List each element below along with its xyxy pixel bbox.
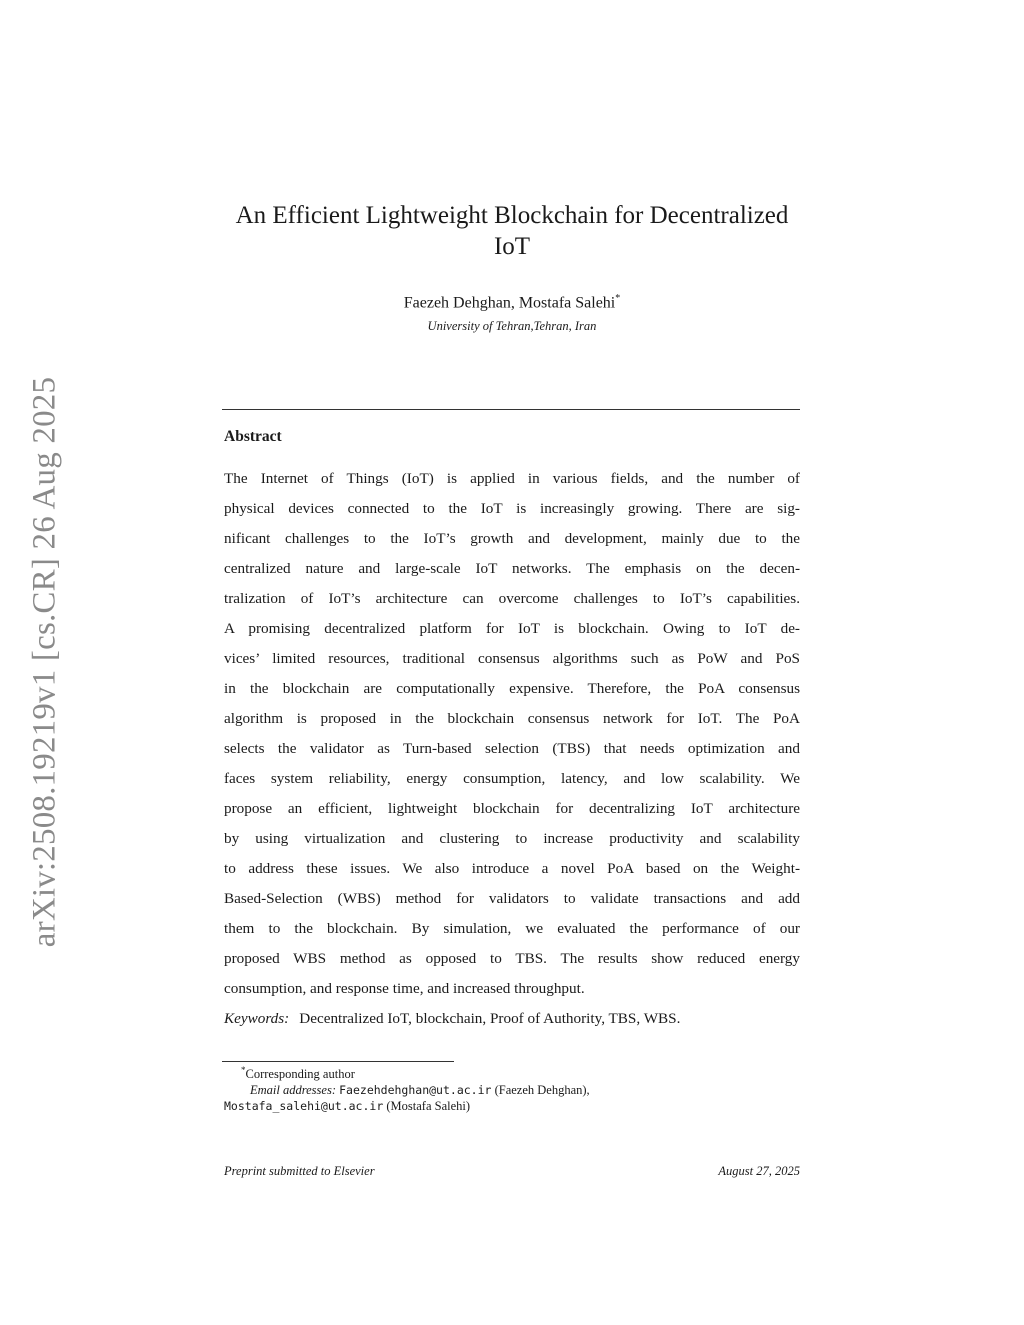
footnote-mark: * [241,1064,246,1075]
abstract-line: them to the blockchain. By simulation, we evaluated the performance of our [224,920,800,937]
abstract-line: The Internet of Things (IoT) is applied in various fields, and the number of [224,470,800,487]
abstract-line: Based-Selection (WBS) method for validators to validate transactions and add [224,890,800,907]
paper-title [222,200,802,262]
preprint-date: August 27, 2025 [718,1164,800,1178]
abstract-line: vices’ limited resources, traditional consensus algorithms such as PoW and PoS [224,650,800,667]
abstract-line: nificant challenges to the IoT’s growth and development, mainly due to the [224,530,800,547]
footnote-email-line-2 [224,1098,804,1114]
author-affiliation: University of Tehran,Tehran, Iran [427,319,597,333]
abstract-line: consumption, and response time, and increased throughput. [224,980,585,997]
abstract-line: propose an efficient, lightweight blockchain for decentralizing IoT architecture [224,800,800,817]
footnote-corresponding [224,1066,804,1082]
footnote [224,1066,804,1114]
author-list [222,289,802,313]
abstract-line: to address these issues. We also introduce a novel PoA based on the Weight- [224,860,800,877]
abstract-line: proposed WBS method as opposed to TBS. The results show reduced energy [224,950,800,967]
email-owner-dehghan: (Faezeh Dehghan), [494,1083,590,1097]
abstract-line: tralization of IoT’s architecture can overcome challenges to IoT’s capabilities. [224,590,800,607]
email-link-dehghan[interactable]: Faezehdehghan@ut.ac.ir [339,1083,492,1097]
abstract-line: physical devices connected to the IoT is increasingly growing. There are sig- [224,500,800,517]
abstract-line: in the blockchain are computationally expensive. Therefore, the PoA consensus [224,680,800,697]
footnote-rule [222,1061,454,1062]
footnote-corresponding-text: Corresponding author [245,1067,355,1081]
email-owner-salehi: (Mostafa Salehi) [386,1099,471,1113]
abstract-line: centralized nature and large-scale IoT networks. The emphasis on the decen- [224,560,800,577]
keywords-text: Decentralized IoT, blockchain, Proof of Authority, TBS, WBS. [299,1010,681,1027]
abstract-line: algorithm is proposed in the blockchain consensus network for IoT. The PoA [224,710,800,727]
abstract-heading: Abstract [224,428,282,445]
email-link-salehi[interactable]: Mostafa_salehi@ut.ac.ir [224,1099,384,1113]
corresponding-author-mark: * [615,293,621,304]
keywords-label: Keywords: [224,1010,290,1027]
preprint-note: Preprint submitted to Elsevier [224,1164,375,1178]
abstract-line: faces system reliability, energy consumption, latency, and low scalability. We [224,770,800,787]
author-names: Faezeh Dehghan, Mostafa Salehi [403,294,616,312]
abstract-line: A promising decentralized platform for IoT is blockchain. Owing to IoT de- [224,620,800,637]
abstract-body [224,464,800,1004]
email-label: Email addresses: [250,1083,336,1097]
keywords [224,1009,800,1029]
arxiv-side-stamp: arXiv:2508.19219v1 [cs.CR] 26 Aug 2025 [26,376,63,948]
title-line-1: An Efficient Lightweight Blockchain for Decentralized [235,202,789,229]
abstract-top-rule [222,409,800,410]
footnote-email-line [224,1082,804,1098]
title-line-2: IoT [493,233,531,260]
abstract-line: by using virtualization and clustering to increase productivity and scalability [224,830,800,847]
abstract-line: selects the validator as Turn-based selection (TBS) that needs optimization and [224,740,800,757]
